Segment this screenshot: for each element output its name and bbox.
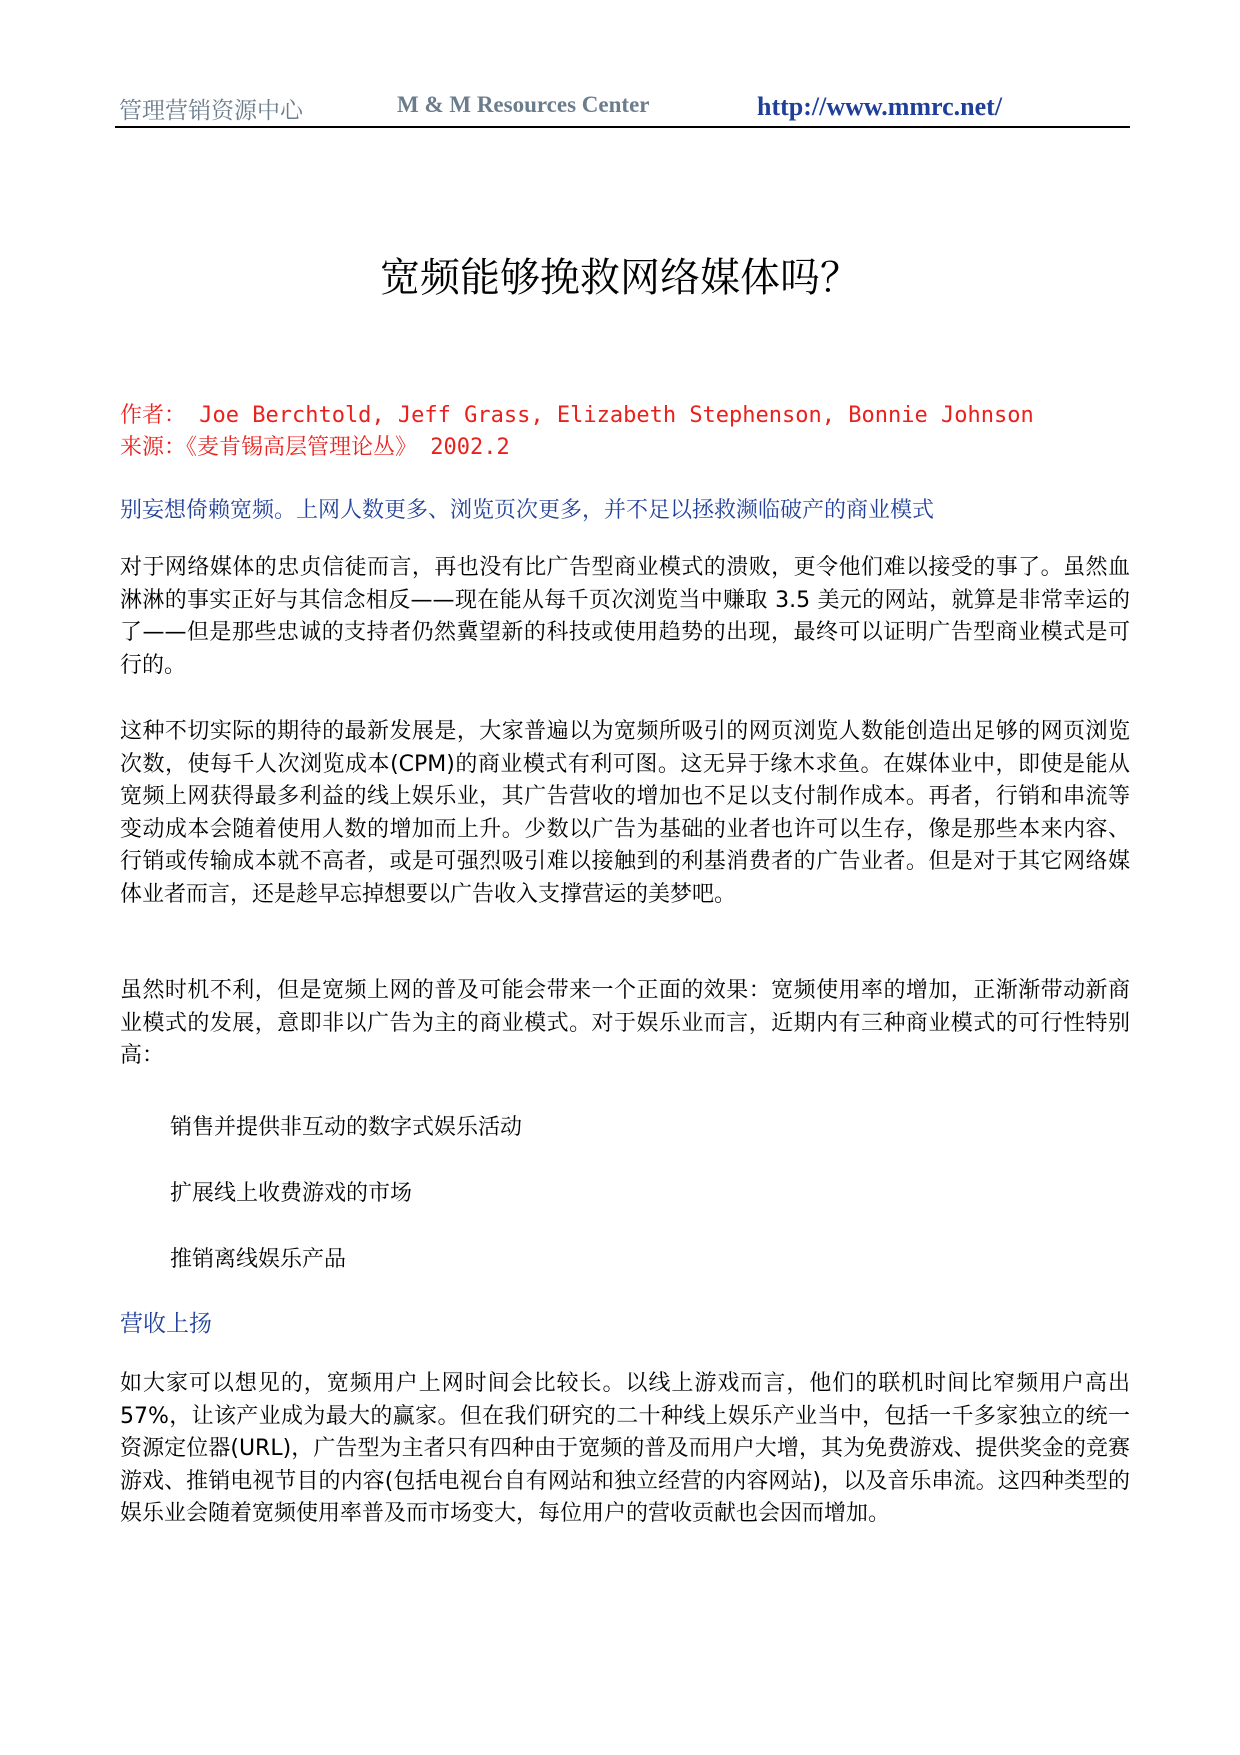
body-paragraph: 如大家可以想见的，宽频用户上网时间会比较长。以线上游戏而言，他们的联机时间比窄频用户高出 57%，让该产业成为最大的赢家。但在我们研究的二十种线上娱乐产业当中，包括一千多家独立的统一资源定位器(URL)，广告型为主者只有四种由于宽频的普及而用户大增，其为免费游戏、提供奖金的竞赛游戏、推销电视节目的内容(包括电视台自有网站和独立经营的内容网站)，以及音乐串流。这四种类型的娱乐业会随着宽频使用率普及而市场变大，每位用户的营收贡献也会因而增加。 <box>120 1371 1130 1526</box>
body-paragraph: 这种不切实际的期待的最新发展是，大家普遍以为宽频所吸引的网页浏览人数能创造出足够的网页浏览次数，使每千人次浏览成本(CPM)的商业模式有利可图。这无异于缘木求鱼。在媒体业中，即使是能从宽频上网获得最多利益的线上娱乐业，其广告营收的增加也不足以支付制作成本。再者，行销和串流等变动成本会随着使用人数的增加而上升。少数以广告为基础的业者也许可以生存，像是那些本来内容、行销或传输成本就不高者，或是可强烈吸引难以接触到的利基消费者的广告业者。但是对于其它网络媒体业者而言，还是趁早忘掉想要以广告收入支撑营运的美梦吧。 <box>120 719 1130 907</box>
page-header <box>115 88 1130 128</box>
section-heading: 营收上扬 <box>120 1311 212 1337</box>
header-org-english: M & M Resources Center <box>397 92 650 117</box>
author-line: 作者： Joe Berchtold, Jeff Grass, Elizabeth Stephenson, Bonnie Johnson <box>120 403 1034 428</box>
list-item: 推销离线娱乐产品 <box>170 1247 347 1272</box>
article-title: 宽频能够挽救网络媒体吗？ <box>380 255 860 301</box>
body-paragraph: 虽然时机不利，但是宽频上网的普及可能会带来一个正面的效果：宽频使用率的增加，正渐渐带动新商业模式的发展，意即非以广告为主的商业模式。对于娱乐业而言，近期内有三种商业模式的可行性特别高： <box>120 978 1130 1068</box>
body-paragraph: 对于网络媒体的忠贞信徒而言，再也没有比广告型商业模式的溃败，更令他们难以接受的事了。虽然血淋淋的事实正好与其信念相反——现在能从每千页次浏览当中赚取 3.5 美元的网站，就算是非常幸运的了——但是那些忠诚的支持者仍然冀望新的科技或使用趋势的出现，最终可以证明广告型商业模式是可行的。 <box>120 555 1130 678</box>
list-item: 扩展线上收费游戏的市场 <box>170 1181 413 1206</box>
source-line: 来源：《麦肯锡高层管理论丛》 2002.2 <box>120 435 510 460</box>
header-org-chinese: 管理营销资源中心 <box>119 98 303 124</box>
lead-summary: 别妄想倚赖宽频。上网人数更多、浏览页次更多，并不足以拯救濒临破产的商业模式 <box>120 498 935 523</box>
list-item: 销售并提供非互动的数字式娱乐活动 <box>170 1115 523 1140</box>
header-url-link[interactable]: http://www.mmrc.net/ <box>757 92 1003 121</box>
